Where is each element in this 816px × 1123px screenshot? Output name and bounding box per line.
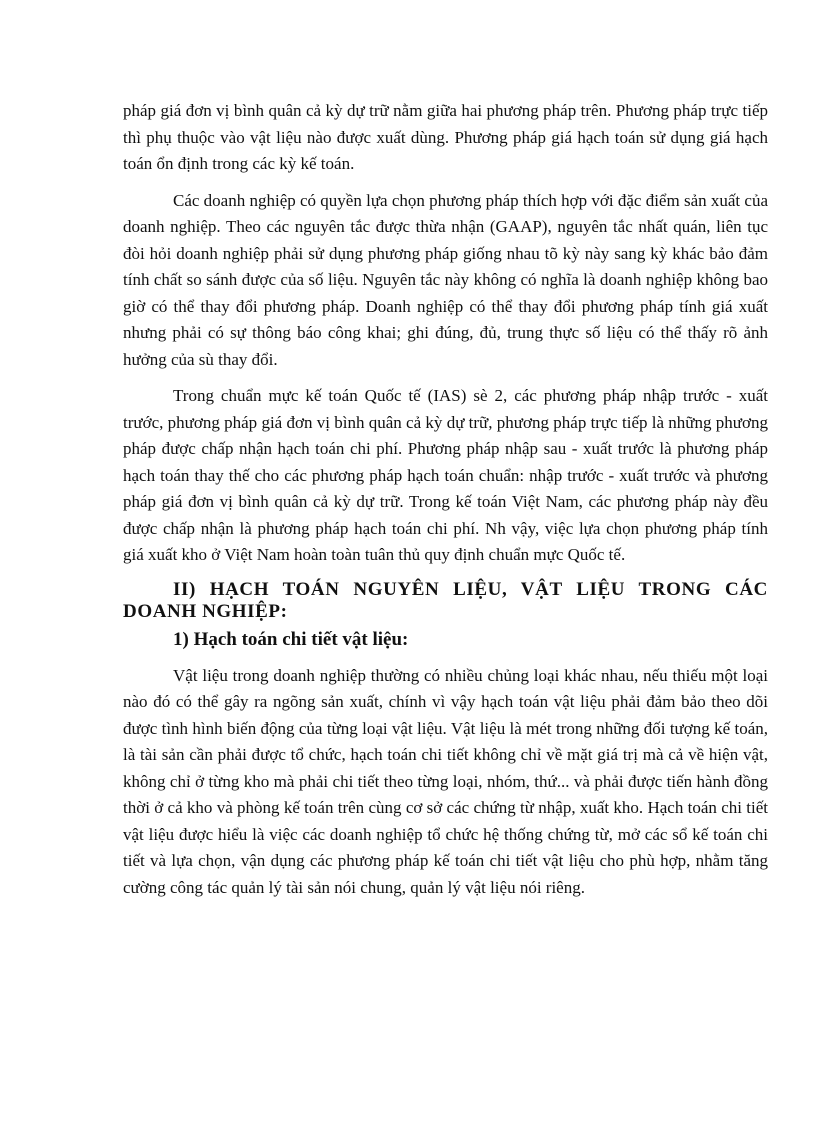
subsection-heading: 1) Hạch toán chi tiết vật liệu:: [173, 628, 409, 650]
paragraph-3: Trong chuẩn mực kế toán Quốc tế (IAS) sè 2, các phương pháp nhập trước - xuất trước, phương pháp giá đơn vị bình quân cả kỳ dự trữ, phương pháp trực tiếp là những phương pháp được chấp nhận hạch toán chi phí. Phương pháp nhập sau - xuất trước là phương pháp hạch toán thay thế cho các phương pháp hạch toán chuẩn: nhập trước - xuất trước và phương pháp giá đơn vị bình quân cả kỳ dự trữ. Trong kế toán Việt Nam, các phương pháp này đều được chấp nhận là phương pháp hạch toán chi phí. Nh vậy, việc lựa chọn phương pháp tính giá xuất kho ở Việt Nam hoàn toàn tuân thủ quy định chuẩn mực Quốc tế.: [123, 386, 768, 564]
section-heading: II) HẠCH TOÁN NGUYÊN LIỆU, VẬT LIỆU TRONG CÁC DOANH NGHIỆP:: [123, 578, 768, 622]
paragraph-1: pháp giá đơn vị bình quân cả kỳ dự trữ nằm giữa hai phương pháp trên. Phương pháp trực tiếp thì phụ thuộc vào vật liệu nào được xuất dùng. Phương pháp giá hạch toán sử dụng giá hạch toán ổn định trong các kỳ kế toán.: [123, 101, 768, 173]
paragraph-2: Các doanh nghiệp có quyền lựa chọn phương pháp thích hợp với đặc điểm sản xuất của doanh nghiệp. Theo các nguyên tắc được thừa nhận (GAAP), nguyên tắc nhất quán, liên tục đòi hỏi doanh nghiệp phải sử dụng phương pháp giống nhau tõ kỳ này sang kỳ khác bảo đảm tính chất so sánh được của số liệu. Nguyên tắc này không có nghĩa là doanh nghiệp không bao giờ có thể thay đổi phương pháp. Doanh nghiệp có thể thay đổi phương pháp tính giá xuất nhưng phải có sự thông báo công khai; ghi đúng, đủ, trung thực số liệu có thể thấy rõ ảnh hưởng của sù thay đổi.: [123, 190, 768, 369]
paragraph-4: Vật liệu trong doanh nghiệp thường có nhiều chủng loại khác nhau, nếu thiếu một loại nào đó có thể gây ra ngõng sản xuất, chính vì vậy hạch toán vật liệu phải đảm bảo theo dõi được tình hình biến động của từng loại vật liệu. Vật liệu là mét trong những đối tượng kế toán, là tài sản cần phải được tổ chức, hạch toán chi tiết không chỉ về mặt giá trị mà cả về hiện vật, không chỉ ở từng kho mà phải chi tiết theo từng loại, nhóm, thứ... và phải được tiến hành đồng thời ở cả kho và phòng kế toán trên cùng cơ sở các chứng từ nhập, xuất kho. Hạch toán chi tiết vật liệu được hiểu là việc các doanh nghiệp tổ chức hệ thống chứng từ, mở các sổ kế toán chi tiết và lựa chọn, vận dụng các phương pháp kế toán chi tiết vật liệu cho phù hợp, nhằm tăng cường công tác quản lý tài sản nói chung, quản lý vật liệu nói riêng.: [123, 665, 768, 897]
document-page: [123, 98, 768, 911]
